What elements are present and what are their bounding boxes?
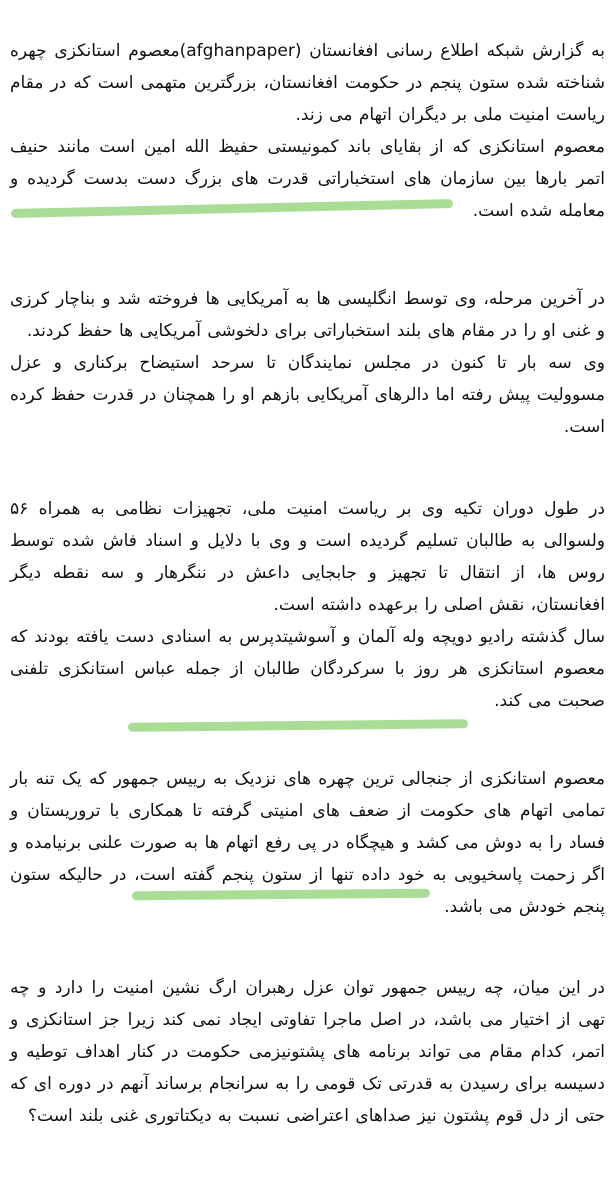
paragraph-4 (10, 763, 605, 923)
paragraph-1 (10, 35, 605, 227)
highlight-mark (128, 719, 468, 732)
paragraph-3 (10, 493, 605, 717)
paragraph-5 (10, 972, 605, 1132)
paragraph-4-sentence-1: معصوم استانکزی از جنجالی ترین چهره های نزدیک به رییس جمهور که یک تنه بار تمامی اتهام های حکومت از ضعف های امنیتی گرفته تا همکاری با تروریستان و فساد را به دوش می کشد و هیچگاه در پی رفع اتهام ها به صورت علنی برنیامده و اگر زحمت پاسخیویی به خود داده تنها از ستون پنجم گفته است، در حالیکه ستون پنجم خودش می باشد. (10, 769, 605, 917)
paragraph-2-sentence-2: وی سه بار تا کنون در مجلس نمایندگان تا سرحد استیضاح برکناری و عزل مسوولیت پیش رفته اما دالرهای آمریکایی بازهم او را همچنان در قدرت حفظ کرده است. (10, 353, 605, 437)
paragraph-1-sentence-2: معصوم استانکزی که از بقایای باند کمونیستی حفیظ الله امین است مانند حنیف اتمر بارها بین سازمان های استخباراتی قدرت های بزرگ دست بدست گردیده و معامله شده است. (10, 137, 605, 221)
paragraph-5-sentence-1: در این میان، چه رییس جمهور توان عزل رهبران ارگ نشین امنیت را دارد و چه تهی از اختیار می باشد، در اصل ماجرا تفاوتی ایجاد نمی کند زیرا جز استانکزی و اتمر، کدام مقام می تواند برنامه های پشتونیزمی حکومت در کنار اهداف توطیه و دسیسه برای رسیدن به قدرتی تک قومی را به سرانجام برساند آنهم در دوره ای که حتی از دل قوم پشتون نیز صداهای اعتراضی نسبت به دیکتاتوری غنی بلند است؟ (10, 978, 605, 1126)
paragraph-2 (10, 283, 605, 443)
paragraph-3-sentence-1: در طول دوران تکیه وی بر ریاست امنیت ملی، تجهیزات نظامی به همراه ۵۶ ولسوالی به طالبان تسلیم گردیده است و وی با دلایل و اسناد فاش شده توسط روس ها، از انتقال تا تجهیز و جابجایی داعش در ننگرهار و سه نقطه دیگر افغانستان، نقش اصلی را برعهده داشته است. (10, 499, 605, 615)
paragraph-2-sentence-1: در آخرین مرحله، وی توسط انگلیسی ها به آمریکایی ها فروخته شد و بناچار کرزی و غنی او را در مقام های بلند استخباراتی برای دلخوشی آمریکایی ها حفظ کردند. (10, 289, 605, 341)
paragraph-1-sentence-1: به گزارش شبکه اطلاع رسانی افغانستان (afghanpaper)معصوم استانکزی چهره شناخته شده ستون پنجم در حکومت افغانستان، بزرگترین متهمی است که در مقام ریاست امنیت ملی بر دیگران اتهام می زند. (10, 41, 605, 125)
paragraph-3-sentence-2: سال گذشته رادیو دویچه وله آلمان و آسوشیتدپرس به اسنادی دست یافته بودند که معصوم استانکزی هر روز با سرکردگان طالبان از جمله عباس استانکزی تلفنی صحبت می کند. (10, 627, 605, 711)
